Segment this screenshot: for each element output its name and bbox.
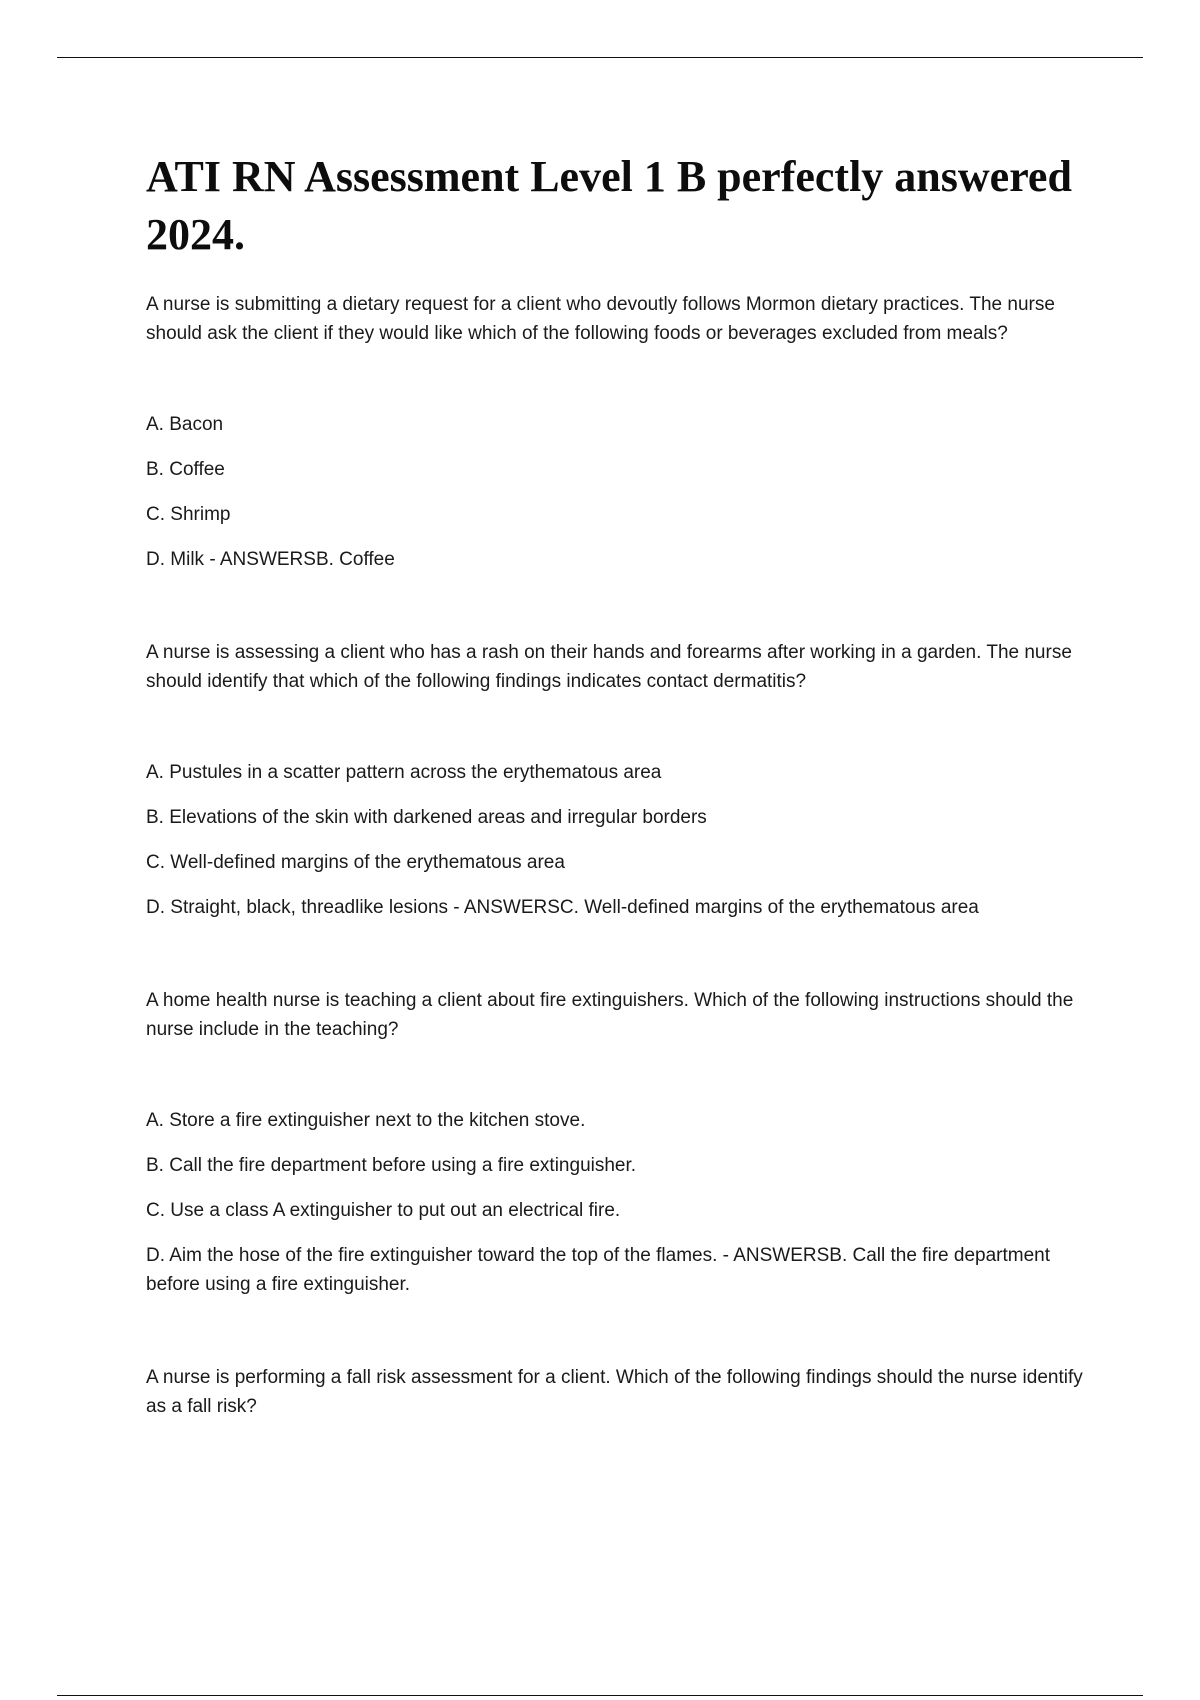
answer-option: B. Coffee [146,459,225,480]
answer-option: C. Use a class A extinguisher to put out an electrical fire. [146,1200,621,1221]
question-block-1 [146,290,1086,574]
question-stem: A home health nurse is teaching a client about fire extinguishers. Which of the following instructions should the nurse include in the teaching? [146,990,1074,1040]
answer-option: D. Milk - ANSWERSB. Coffee [146,549,395,570]
answer-option: B. Elevations of the skin with darkened areas and irregular borders [146,807,707,828]
answer-option: D. Aim the hose of the fire extinguisher toward the top of the flames. - ANSWERSB. Call the fire department before using a fire extinguisher. [146,1245,1050,1295]
document-title: ATI RN Assessment Level 1 B perfectly answered 2024. [146,152,1072,259]
question-block-2 [146,638,1086,922]
answer-option: D. Straight, black, threadlike lesions - ANSWERSC. Well-defined margins of the erythematous area [146,897,979,918]
bottom-divider [57,1695,1143,1696]
question-stem: A nurse is assessing a client who has a rash on their hands and forearms after working in a garden. The nurse should identify that which of the following findings indicates contact dermatitis? [146,642,1072,692]
answer-options [146,410,1086,574]
answer-options [146,758,1086,922]
answer-option: C. Well-defined margins of the erythematous area [146,852,565,873]
top-divider [57,57,1143,58]
answer-option: A. Pustules in a scatter pattern across the erythematous area [146,762,662,783]
answer-option: A. Store a fire extinguisher next to the kitchen stove. [146,1110,586,1131]
answer-option: B. Call the fire department before using a fire extinguisher. [146,1155,637,1176]
question-block-4 [146,1363,1086,1421]
answer-options [146,1106,1086,1299]
question-block-3 [146,986,1086,1299]
answer-option: A. Bacon [146,414,224,435]
document-body [146,148,1086,1485]
answer-option: C. Shrimp [146,504,231,525]
question-stem: A nurse is submitting a dietary request for a client who devoutly follows Mormon dietary practices. The nurse should ask the client if they would like which of the following foods or beverages excluded from meals? [146,294,1055,344]
question-stem: A nurse is performing a fall risk assessment for a client. Which of the following findings should the nurse identify as a fall risk? [146,1367,1083,1417]
